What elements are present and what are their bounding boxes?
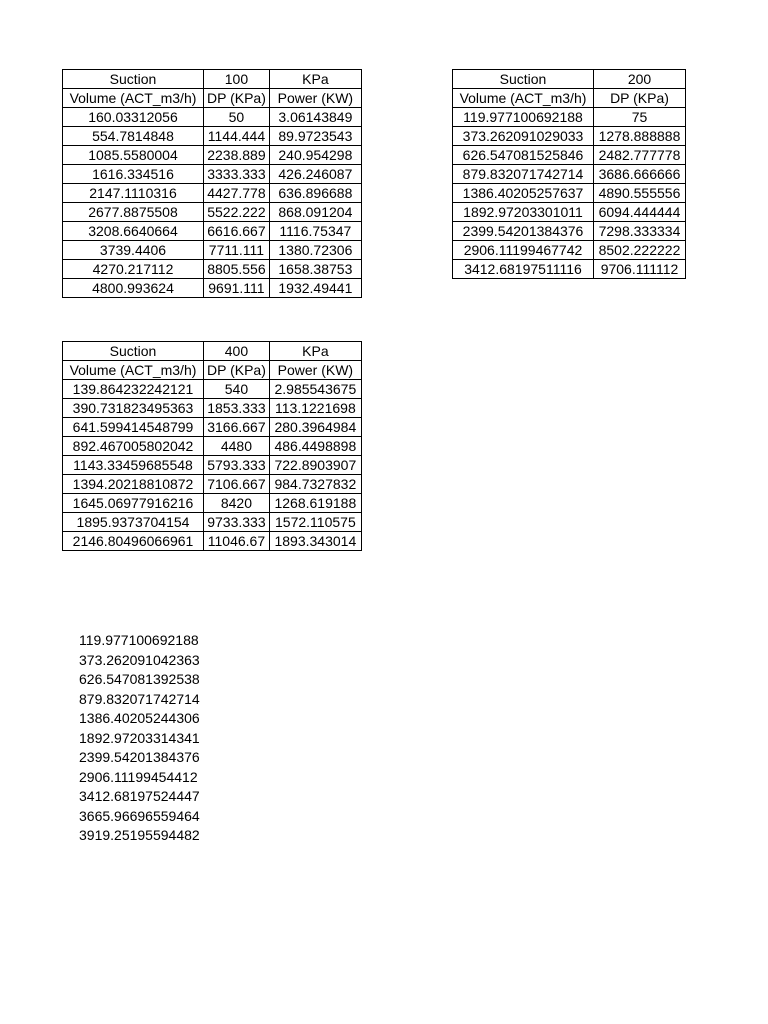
- table-row: [63, 260, 362, 279]
- volume-cell: 879.832071742714: [453, 165, 594, 184]
- power-cell: 984.7327832: [269, 475, 361, 494]
- volume-column-header: Volume (ACT_m3/h): [63, 89, 204, 108]
- dp-cell: 7298.333334: [594, 222, 686, 241]
- volume-column-header: Volume (ACT_m3/h): [453, 89, 594, 108]
- column-header-row: [453, 89, 686, 108]
- dp-cell: 2238.889: [204, 146, 270, 165]
- power-cell: 426.246087: [269, 165, 361, 184]
- list-item: 3412.68197524447: [79, 788, 200, 804]
- power-cell: 1268.619188: [269, 494, 361, 513]
- suction-label: Suction: [453, 70, 594, 89]
- table-row: [63, 399, 362, 418]
- volume-cell: 626.547081525846: [453, 146, 594, 165]
- table-row: [63, 222, 362, 241]
- volume-column-header: Volume (ACT_m3/h): [63, 361, 204, 380]
- table-row: [63, 437, 362, 456]
- power-cell: 2.985543675: [269, 380, 361, 399]
- dp-cell: 9733.333: [204, 513, 270, 532]
- table-row: [63, 418, 362, 437]
- column-header-row: [63, 361, 362, 380]
- dp-column-header: DP (KPa): [204, 361, 270, 380]
- volume-cell: 3739.4406: [63, 241, 204, 260]
- table-body: [63, 342, 362, 551]
- table-row: [63, 241, 362, 260]
- list-item: 879.832071742714: [79, 690, 200, 707]
- dp-cell: 540: [204, 380, 270, 399]
- list-item: 3665.96696559464: [79, 807, 200, 824]
- table-row: [63, 146, 362, 165]
- dp-cell: 8420: [204, 494, 270, 513]
- header-row: [63, 342, 362, 361]
- table-row: [453, 241, 686, 260]
- table-body: [453, 70, 686, 279]
- volume-cell: 373.262091029033: [453, 127, 594, 146]
- list-item: 2906.11199454412: [79, 768, 198, 785]
- volume-cell: 892.467005802042: [63, 437, 204, 456]
- pressure-unit-label: KPa: [269, 342, 361, 361]
- dp-cell: 6616.667: [204, 222, 270, 241]
- table-row: [453, 108, 686, 127]
- dp-cell: 8805.556: [204, 260, 270, 279]
- volume-cell: 139.864232242121: [63, 380, 204, 399]
- power-cell: 1572.110575: [269, 513, 361, 532]
- volume-cell: 2399.54201384376: [453, 222, 594, 241]
- table-body: [63, 70, 362, 298]
- volume-value-list: [79, 631, 200, 846]
- table-row: [453, 127, 686, 146]
- volume-cell: 2906.11199467742: [453, 241, 594, 260]
- suction-400-table: [62, 341, 362, 551]
- table-row: [453, 184, 686, 203]
- volume-cell: 2677.8875508: [63, 203, 204, 222]
- power-cell: 722.8903907: [269, 456, 361, 475]
- volume-cell: 390.731823495363: [63, 399, 204, 418]
- list-item: 119.977100692188: [79, 632, 199, 648]
- power-cell: 89.9723543: [269, 127, 361, 146]
- list-item: 373.262091042363: [79, 651, 200, 668]
- power-cell: 240.954298: [269, 146, 361, 165]
- dp-cell: 7106.667: [204, 475, 270, 494]
- table-row: [63, 203, 362, 222]
- suction-100-table: [62, 69, 362, 298]
- dp-cell: 1278.888888: [594, 127, 686, 146]
- volume-cell: 1143.33459685548: [63, 456, 204, 475]
- volume-cell: 641.599414548799: [63, 418, 204, 437]
- volume-cell: 119.977100692188: [453, 108, 594, 127]
- dp-cell: 2482.777778: [594, 146, 686, 165]
- table-row: [63, 165, 362, 184]
- pressure-unit-label: KPa: [269, 70, 361, 89]
- dp-cell: 4890.555556: [594, 184, 686, 203]
- table-row: [63, 279, 362, 298]
- dp-cell: 3166.667: [204, 418, 270, 437]
- power-column-header: Power (KW): [269, 89, 361, 108]
- dp-cell: 75: [594, 108, 686, 127]
- dp-cell: 50: [204, 108, 270, 127]
- power-cell: 1932.49441: [269, 279, 361, 298]
- power-cell: 280.3964984: [269, 418, 361, 437]
- power-cell: 1116.75347: [269, 222, 361, 241]
- volume-cell: 554.7814848: [63, 127, 204, 146]
- suction-pressure-value: 400: [204, 342, 270, 361]
- table-row: [453, 260, 686, 279]
- dp-cell: 4427.778: [204, 184, 270, 203]
- volume-cell: 4800.993624: [63, 279, 204, 298]
- table-row: [63, 184, 362, 203]
- list-item: 626.547081392538: [79, 671, 200, 687]
- dp-column-header: DP (KPa): [594, 89, 686, 108]
- dp-cell: 11046.67: [204, 532, 270, 551]
- dp-cell: 9706.111112: [594, 260, 686, 279]
- power-cell: 486.4498898: [269, 437, 361, 456]
- volume-cell: 3208.6640664: [63, 222, 204, 241]
- volume-cell: 1645.06977916216: [63, 494, 204, 513]
- dp-cell: 3333.333: [204, 165, 270, 184]
- table-row: [63, 380, 362, 399]
- dp-column-header: DP (KPa): [204, 89, 270, 108]
- volume-cell: 1085.5580004: [63, 146, 204, 165]
- volume-cell: 1892.97203301011: [453, 203, 594, 222]
- suction-label: Suction: [63, 342, 204, 361]
- list-item: 1386.40205244306: [79, 710, 200, 726]
- dp-cell: 9691.111: [204, 279, 270, 298]
- suction-200-table: [452, 69, 686, 279]
- dp-cell: 3686.666666: [594, 165, 686, 184]
- table-row: [453, 203, 686, 222]
- power-cell: 3.06143849: [269, 108, 361, 127]
- dp-cell: 7711.111: [204, 241, 270, 260]
- dp-cell: 5522.222: [204, 203, 270, 222]
- power-column-header: Power (KW): [269, 361, 361, 380]
- header-row: [453, 70, 686, 89]
- volume-cell: 2146.80496066961: [63, 532, 204, 551]
- table-row: [453, 146, 686, 165]
- volume-cell: 3412.68197511116: [453, 260, 594, 279]
- dp-cell: 1144.444: [204, 127, 270, 146]
- table-row: [63, 127, 362, 146]
- dp-cell: 6094.444444: [594, 203, 686, 222]
- volume-cell: 1386.40205257637: [453, 184, 594, 203]
- header-row: [63, 70, 362, 89]
- volume-cell: 160.03312056: [63, 108, 204, 127]
- list-item: 1892.97203314341: [79, 729, 200, 746]
- table-row: [63, 532, 362, 551]
- table-row: [63, 513, 362, 532]
- dp-cell: 4480: [204, 437, 270, 456]
- dp-cell: 8502.222222: [594, 241, 686, 260]
- power-cell: 636.896688: [269, 184, 361, 203]
- power-cell: 113.1221698: [269, 399, 361, 418]
- suction-pressure-value: 200: [594, 70, 686, 89]
- dp-cell: 5793.333: [204, 456, 270, 475]
- volume-cell: 2147.1110316: [63, 184, 204, 203]
- table-row: [63, 456, 362, 475]
- table-row: [453, 165, 686, 184]
- column-header-row: [63, 89, 362, 108]
- power-cell: 1893.343014: [269, 532, 361, 551]
- power-cell: 1380.72306: [269, 241, 361, 260]
- suction-pressure-value: 100: [204, 70, 270, 89]
- volume-cell: 1394.20218810872: [63, 475, 204, 494]
- dp-cell: 1853.333: [204, 399, 270, 418]
- table-row: [63, 494, 362, 513]
- list-item: 3919.25195594482: [79, 827, 200, 843]
- power-cell: 868.091204: [269, 203, 361, 222]
- list-item: 2399.54201384376: [79, 749, 200, 765]
- table-row: [63, 475, 362, 494]
- suction-label: Suction: [63, 70, 204, 89]
- volume-cell: 4270.217112: [63, 260, 204, 279]
- power-cell: 1658.38753: [269, 260, 361, 279]
- table-row: [453, 222, 686, 241]
- volume-cell: 1895.9373704154: [63, 513, 204, 532]
- table-row: [63, 108, 362, 127]
- volume-cell: 1616.334516: [63, 165, 204, 184]
